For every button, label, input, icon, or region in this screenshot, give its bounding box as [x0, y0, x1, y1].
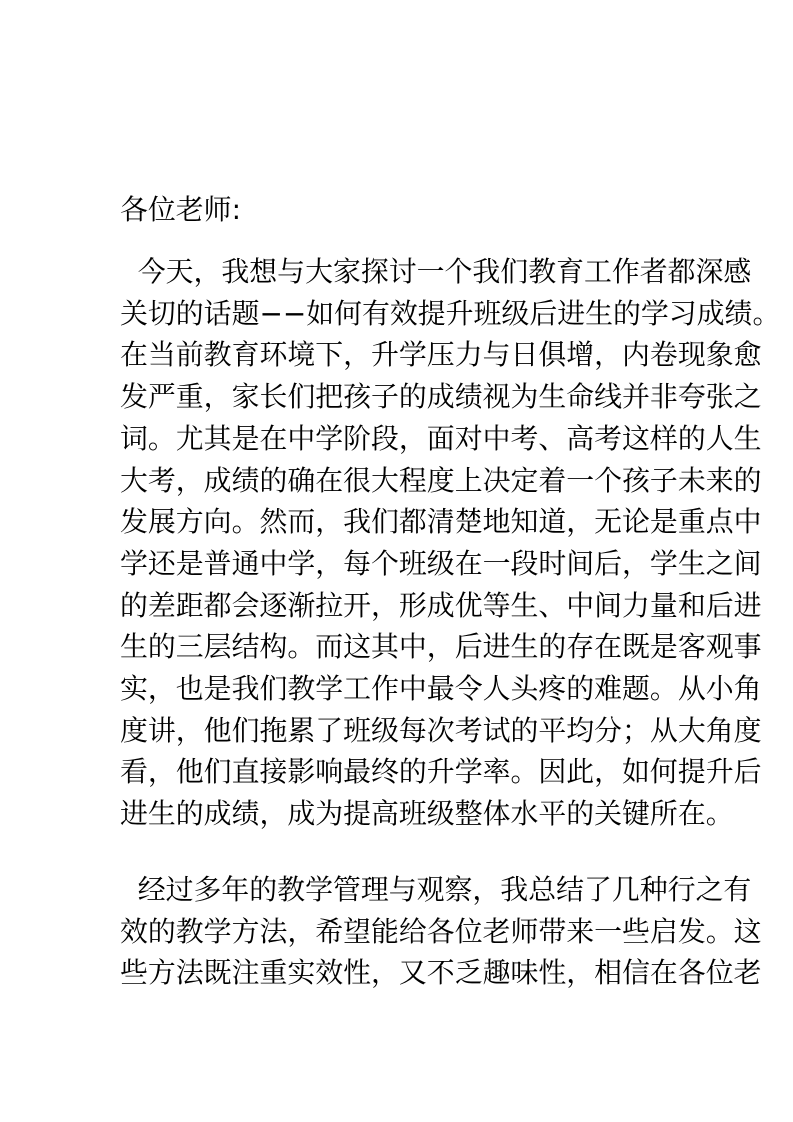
- paragraph-2-line: 经过多年的教学管理与观察，我总结了几种行之有: [120, 873, 752, 906]
- paragraph-1-line: 今天，我想与大家探讨一个我们教育工作者都深感: [120, 255, 752, 288]
- salutation: 各位老师:: [120, 193, 241, 226]
- paragraph-1-line: 学还是普通中学，每个班级在一段时间后，学生之间: [120, 546, 762, 580]
- paragraph-1-line: 度讲，他们拖累了班级每次考试的平均分；从大角度: [120, 713, 762, 747]
- paragraph-1-line: 在当前教育环境下，升学压力与日俱增，内卷现象愈: [120, 338, 762, 372]
- paragraph-1-line: 看，他们直接影响最终的升学率。因此，如何提升后: [120, 755, 762, 789]
- paragraph-1-line: 进生的成绩，成为提高班级整体水平的关键所在。: [120, 797, 734, 831]
- paragraph-2-line: 效的教学方法，希望能给各位老师带来一些启发。这: [120, 914, 762, 948]
- paragraph-1-line: 词。尤其是在中学阶段，面对中考、高考这样的人生: [120, 421, 762, 455]
- paragraph-1-line: 关切的话题−−如何有效提升班级后进生的学习成绩。: [120, 296, 781, 330]
- paragraph-1-line: 发展方向。然而，我们都清楚地知道，无论是重点中: [120, 505, 762, 539]
- paragraph-1-line: 发严重，家长们把孩子的成绩视为生命线并非夸张之: [120, 380, 762, 414]
- paragraph-1-line: 生的三层结构。而这其中，后进生的存在既是客观事: [120, 630, 762, 664]
- paragraph-1-line: 的差距都会逐渐拉开，形成优等生、中间力量和后进: [120, 588, 762, 622]
- paragraph-2-line: 些方法既注重实效性，又不乏趣味性，相信在各位老: [120, 956, 762, 990]
- paragraph-1-line: 实，也是我们教学工作中最令人头疼的难题。从小角: [120, 672, 762, 705]
- paragraph-1-line: 大考，成绩的确在很大程度上决定着一个孩子未来的: [120, 463, 762, 497]
